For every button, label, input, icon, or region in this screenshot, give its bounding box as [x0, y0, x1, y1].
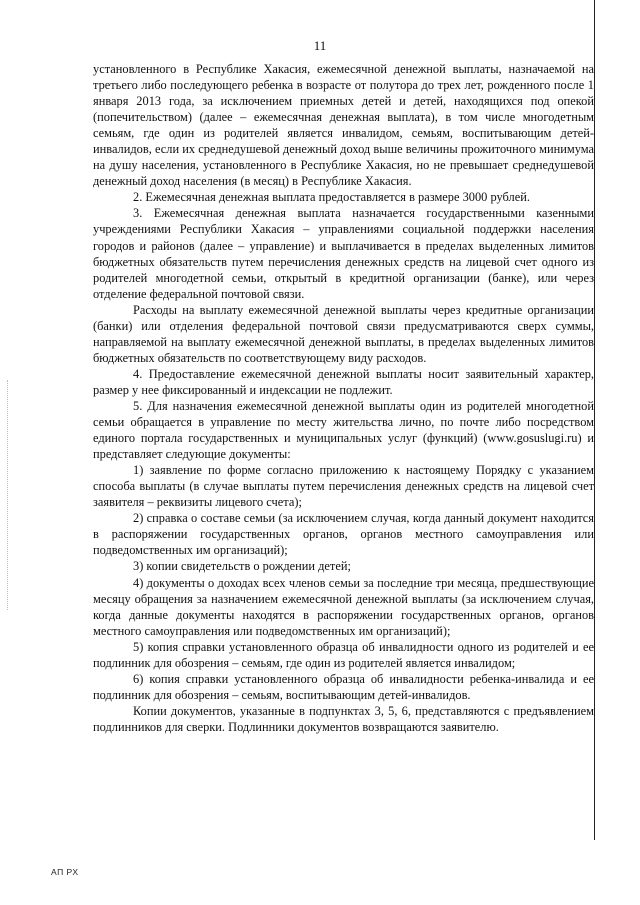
list-item-1-application-form: 1) заявление по форме согласно приложению к настоящему Порядку с указанием способа выплаты (в случае выплаты путем перечисления денежных средств на лицевой счет заявителя – реквизиты лицевого счета);	[93, 463, 594, 510]
paragraph-3-assignment: 3. Ежемесячная денежная выплата назначается государственными казенными учреждениями Республики Хакасия – управлениями социальной поддержки населения городов и районов (далее – управление) и выплачивается в пределах выделенных лимитов бюджетных обязательств путем перечисления денежных средств на лицевой счет одного из родителей многодетной семьи, открытый в кредитной организации (банке), или через отделение федеральной почтовой связи.	[93, 206, 594, 301]
left-margin-dots	[7, 380, 8, 610]
right-margin-line	[594, 0, 595, 840]
paragraph-2-amount: 2. Ежемесячная денежная выплата предоставляется в размере 3000 рублей.	[133, 190, 530, 205]
footer-mark: АП РХ	[51, 867, 79, 877]
paragraph-1-continuation: установленного в Республике Хакасия, ежемесячной денежной выплаты, назначаемой на третьего либо последующего ребенка в возрасте от полутора до трех лет, рожденного после 1 января 2013 года, за исключением приемных детей и детей, находящихся под опекой (попечительством) (далее – ежемесячная денежная выплата), в том числе многодетным семьям, где один из родителей является инвалидом, семьям, воспитывающим детей-инвалидов, если их среднедушевой денежный доход выше величины прожиточного минимума на душу населения, установленного в Республике Хакасия, но не превышает среднедушевой денежный доход населения (в месяц) в Республике Хакасия.	[93, 62, 594, 189]
list-item-3-birth-certificates: 3) копии свидетельств о рождении детей;	[133, 559, 351, 574]
paragraph-5-application: 5. Для назначения ежемесячной денежной выплаты один из родителей многодетной семьи обращается в управление по месту жительства лично, по почте либо посредством единого портала государственных и муниципальных услуг (функций) (www.gosuslugi.ru) и представляет следующие документы:	[93, 398, 594, 462]
paragraph-4-nature: 4. Предоставление ежемесячной денежной выплаты носит заявительный характер, размер у нее фиксированный и индексации не подлежит.	[93, 366, 594, 397]
body-text	[93, 61, 594, 735]
page-number: 11	[313, 38, 327, 53]
paragraph-expenses: Расходы на выплату ежемесячной денежной выплаты через кредитные организации (банки) или отделения федеральной почтовой связи предусматриваются сверх суммы, направляемой на выплату ежемесячной денежной выплаты, в пределах выделенных лимитов бюджетных обязательств по соответствующему виду расходов.	[93, 302, 594, 365]
list-item-2-family-certificate: 2) справка о составе семьи (за исключением случая, когда данный документ находится в распоряжении государственных органов, органов местного самоуправления или подведомственных им организаций);	[93, 511, 594, 558]
list-item-5-parent-disability: 5) копия справки установленного образца об инвалидности одного из родителей и ее подлинник для обозрения – семьям, где один из родителей является инвалидом;	[93, 639, 594, 670]
paragraph-copies: Копии документов, указанные в подпунктах 3, 5, 6, представляются с предъявлением подлинников для сверки. Подлинники документов возвращаются заявителю.	[93, 703, 594, 734]
list-item-6-child-disability: 6) копия справки установленного образца об инвалидности ребенка-инвалида и ее подлинник для обозрения – семьям, воспитывающим детей-инвалидов.	[93, 671, 594, 702]
list-item-4-income-documents: 4) документы о доходах всех членов семьи за последние три месяца, предшествующие месяцу обращения за назначением ежемесячной денежной выплаты (за исключением случая, когда данные документы находятся в распоряжении государственных органов, органов местного самоуправления или подведомственных им организаций);	[93, 575, 594, 638]
